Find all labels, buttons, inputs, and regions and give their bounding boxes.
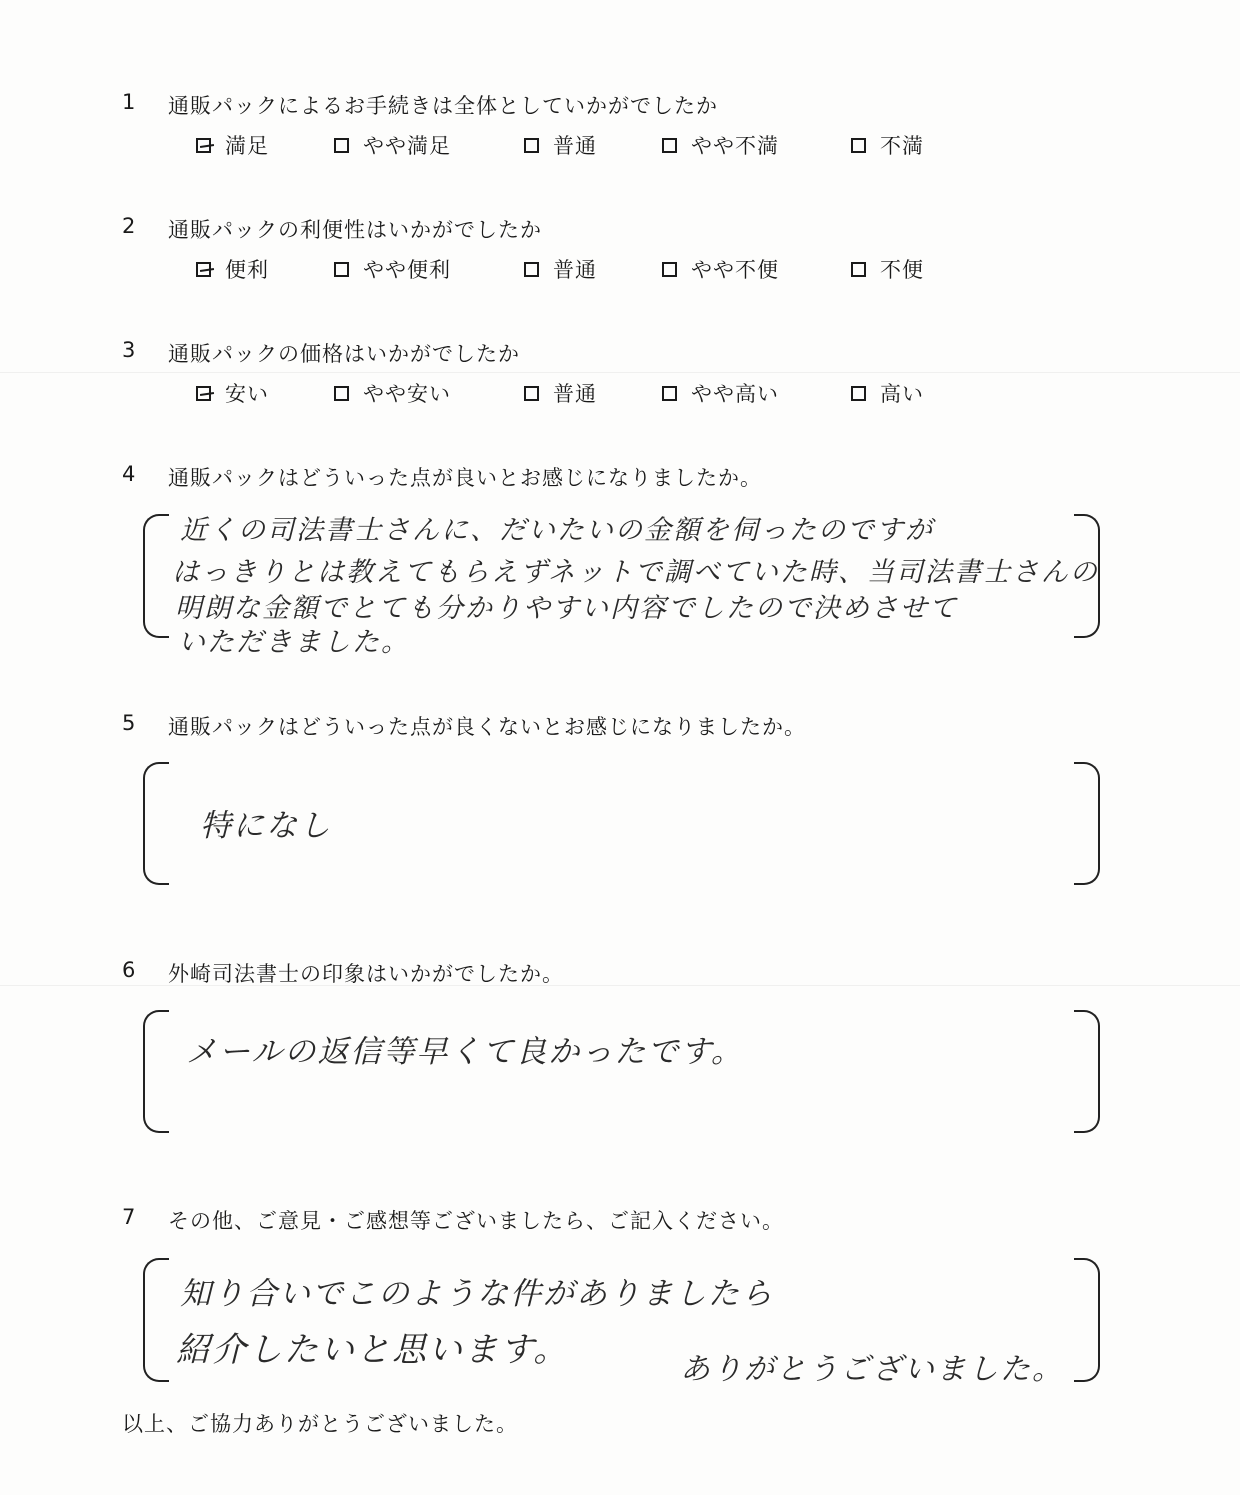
checkbox-icon: [334, 138, 349, 153]
checkbox-icon: [662, 262, 677, 277]
paper-crease: [0, 372, 1240, 373]
question-text: 通販パックはどういった点が良いとお感じになりましたか。: [168, 466, 762, 490]
checkbox-icon: [851, 386, 866, 401]
answer-line: 知り合いでこのような件がありましたら: [180, 1276, 774, 1312]
answer-bracket-left: [143, 1010, 169, 1133]
option-label: 普通: [553, 134, 597, 158]
option-label: 普通: [553, 382, 597, 406]
answer-line: 紹介したいと思います。: [176, 1330, 570, 1370]
option-checkbox[interactable]: [524, 254, 597, 284]
option-label: 高い: [880, 382, 924, 406]
checkbox-checked-icon: [196, 386, 211, 401]
question-number: 3: [122, 338, 136, 362]
option-checkbox[interactable]: [851, 254, 924, 284]
answer-line: はっきりとは教えてもらえずネットで調べていた時、当司法書士さんの: [172, 557, 1099, 588]
option-label: 安い: [225, 382, 269, 406]
option-checkbox[interactable]: [334, 378, 451, 408]
answer-bracket-right: [1074, 1010, 1100, 1133]
option-label: 不満: [880, 134, 924, 158]
answer-line: 近くの司法書士さんに、だいたいの金額を伺ったのですが: [180, 515, 934, 546]
option-checkbox[interactable]: [662, 130, 779, 160]
option-label: 便利: [225, 258, 269, 282]
answer-bracket-left: [143, 514, 169, 638]
answer-bracket-right: [1074, 762, 1100, 885]
checkbox-icon: [662, 386, 677, 401]
option-label: やや不満: [691, 134, 779, 158]
question-number: 7: [122, 1205, 136, 1229]
question-text: 通販パックによるお手続きは全体としていかがでしたか: [168, 94, 718, 118]
question-text: 通販パックの価格はいかがでしたか: [168, 342, 520, 366]
closing-text: 以上、ご協力ありがとうございました。: [122, 1412, 518, 1436]
checkbox-icon: [851, 262, 866, 277]
option-checkbox[interactable]: [334, 130, 451, 160]
answer-line: メールの返信等早くて良かったです。: [186, 1034, 744, 1070]
checkbox-icon: [851, 138, 866, 153]
option-checkbox[interactable]: [196, 130, 269, 160]
checkbox-icon: [524, 262, 539, 277]
option-label: やや満足: [363, 134, 451, 158]
option-checkbox[interactable]: [662, 378, 779, 408]
answer-bracket-right: [1074, 1258, 1100, 1382]
question-number: 5: [122, 711, 136, 735]
option-label: 不便: [880, 258, 924, 282]
option-label: やや安い: [363, 382, 451, 406]
option-label: 満足: [225, 134, 269, 158]
option-checkbox[interactable]: [196, 378, 269, 408]
checkbox-checked-icon: [196, 262, 211, 277]
answer-bracket-left: [143, 762, 169, 885]
option-checkbox[interactable]: [851, 378, 924, 408]
question-text: 通販パックの利便性はいかがでしたか: [168, 218, 542, 242]
checkbox-icon: [524, 386, 539, 401]
option-label: 普通: [553, 258, 597, 282]
checkbox-icon: [662, 138, 677, 153]
checkbox-checked-icon: [196, 138, 211, 153]
option-checkbox[interactable]: [524, 130, 597, 160]
option-label: やや便利: [363, 258, 451, 282]
question-text: 外崎司法書士の印象はいかがでしたか。: [168, 962, 564, 986]
answer-bracket-left: [143, 1258, 169, 1382]
question-number: 6: [122, 958, 136, 982]
answer-line: いただきました。: [178, 627, 410, 658]
option-checkbox[interactable]: [662, 254, 779, 284]
option-checkbox[interactable]: [334, 254, 451, 284]
question-text: その他、ご意見・ご感想等ございましたら、ご記入ください。: [168, 1209, 784, 1233]
question-number: 2: [122, 214, 136, 238]
answer-line: ありがとうございました。: [680, 1352, 1064, 1387]
answer-line: 特になし: [200, 808, 332, 844]
checkbox-icon: [524, 138, 539, 153]
option-label: やや高い: [691, 382, 779, 406]
question-number: 1: [122, 90, 136, 114]
checkbox-icon: [334, 386, 349, 401]
question-text: 通販パックはどういった点が良くないとお感じになりましたか。: [168, 715, 806, 739]
option-checkbox[interactable]: [524, 378, 597, 408]
option-label: やや不便: [691, 258, 779, 282]
option-checkbox[interactable]: [196, 254, 269, 284]
question-number: 4: [122, 462, 136, 486]
answer-line: 明朗な金額でとても分かりやすい内容でしたので決めさせて: [175, 593, 958, 624]
option-checkbox[interactable]: [851, 130, 924, 160]
checkbox-icon: [334, 262, 349, 277]
